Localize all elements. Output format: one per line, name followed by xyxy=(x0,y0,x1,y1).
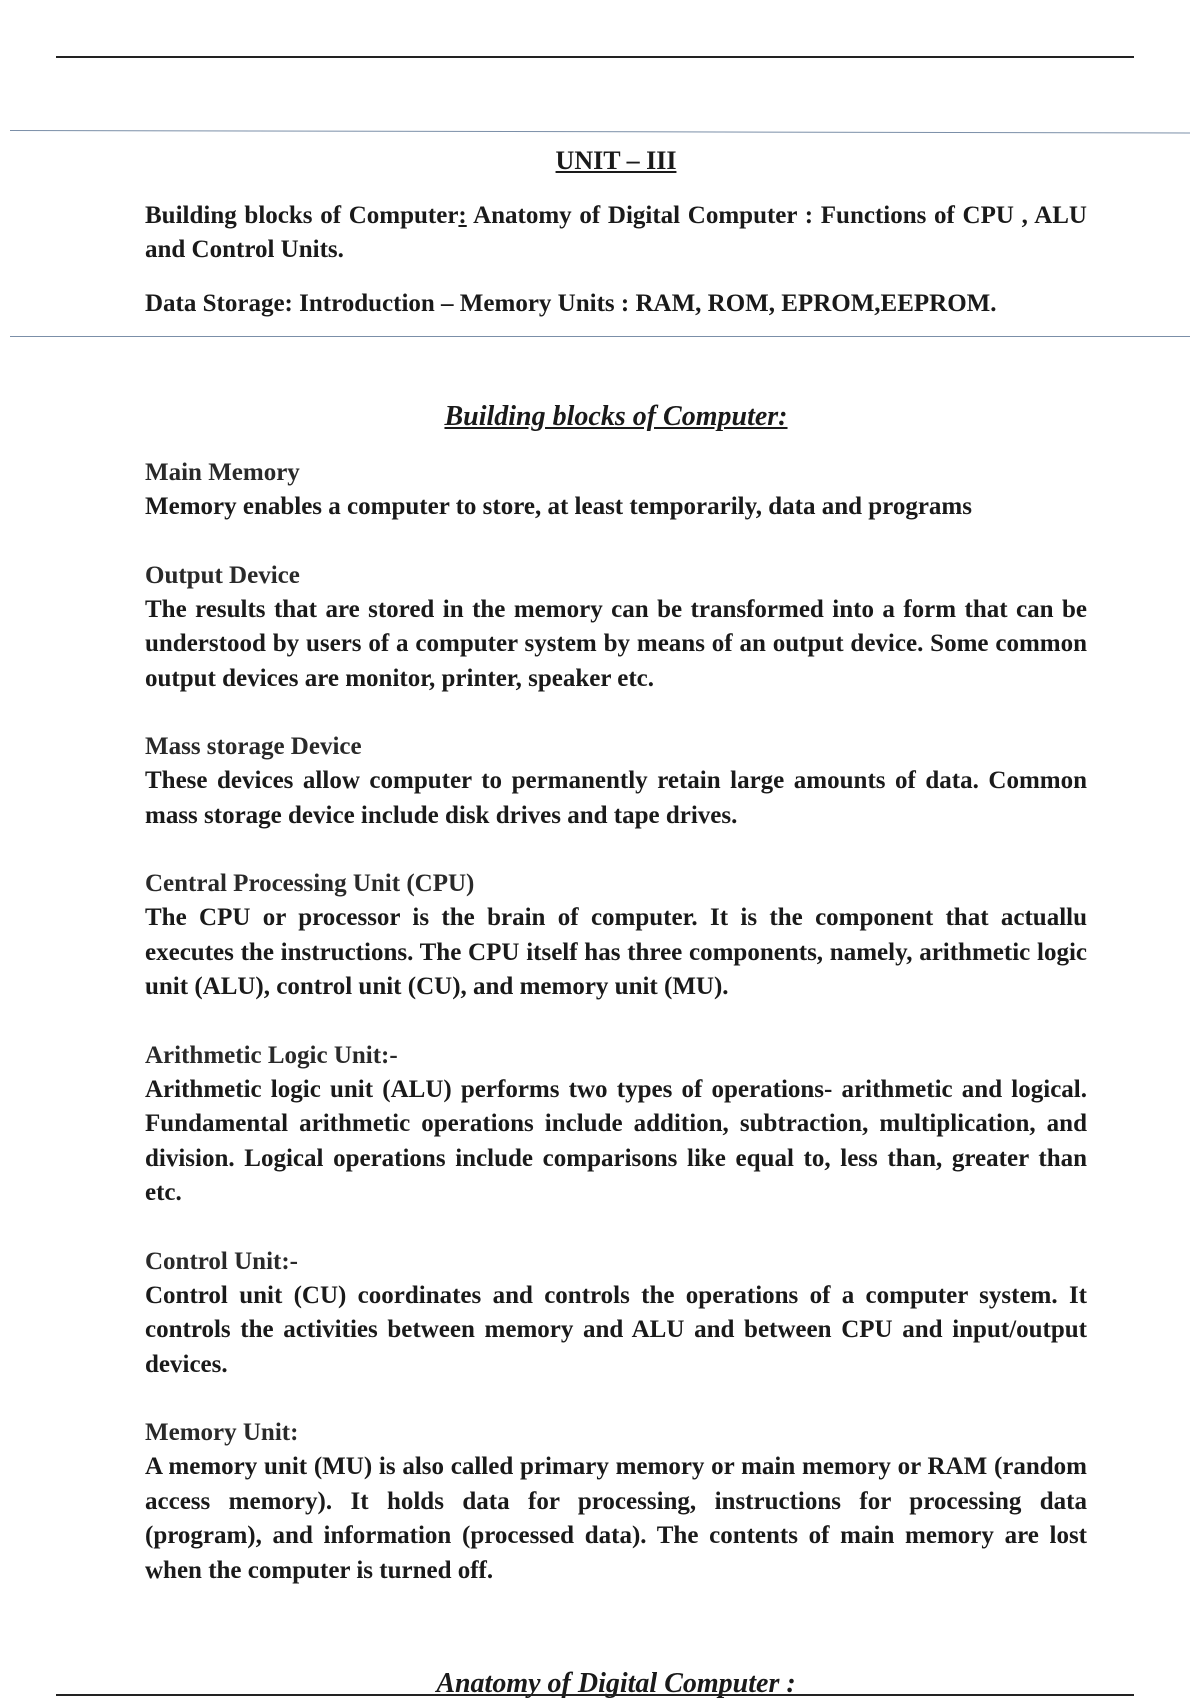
block-cpu xyxy=(145,867,1087,1005)
next-section-title: Anatomy of Digital Computer : xyxy=(436,1668,796,1699)
block-heading: Output Device xyxy=(145,561,300,589)
block-heading: Central Processing Unit (CPU) xyxy=(145,870,475,897)
block-text: These devices allow computer to permanently retain large amounts of data. Common mass storage device include disk drives and tape drives. xyxy=(145,767,1087,829)
block-text: A memory unit (MU) is also called primary memory or main memory or RAM (random access memory). It holds data for processing, instructions for processing data (program), and information (processed data). The contents of main memory are lost when the computer is turned off. xyxy=(145,1453,1087,1584)
block-mass-storage xyxy=(145,730,1087,833)
block-text: The CPU or processor is the brain of computer. It is the component that actuallu executes the instructions. The CPU itself has three components, namely, arithmetic logic unit (ALU), control unit (CU), and memory unit (MU). xyxy=(145,904,1087,1000)
header-divider-top xyxy=(10,130,1190,133)
syllabus-line-1 xyxy=(145,199,1087,267)
block-heading: Arithmetic Logic Unit:- xyxy=(145,1041,398,1069)
syllabus-topics-rest: Anatomy of Digital Computer : Functions of CPU , ALU and Control Units. xyxy=(145,202,1087,263)
block-control-unit xyxy=(145,1245,1087,1383)
block-heading: Mass storage Device xyxy=(145,733,362,760)
top-rule xyxy=(56,56,1134,58)
block-heading: Memory Unit: xyxy=(145,1419,299,1446)
section-title: Building blocks of Computer: xyxy=(444,401,788,432)
block-memory-unit xyxy=(145,1416,1087,1588)
block-text: Control unit (CU) coordinates and controls the operations of a computer system. It controls the activities between memory and ALU and between CPU and input/output devices. xyxy=(145,1281,1087,1378)
header-divider-bottom xyxy=(10,336,1190,337)
bottom-rule xyxy=(56,1694,1134,1696)
block-text: Arithmetic logic unit (ALU) performs two types of operations- arithmetic and logical. Fundamental arithmetic operations include addition, subtraction, multiplication, and division. Logical operations include comparisons like equal to, less than, greater than etc. xyxy=(145,1075,1087,1206)
block-alu xyxy=(145,1039,1087,1211)
block-text: The results that are stored in the memory can be transformed into a form that can be understood by users of a computer system by means of an output device. Some common output devices are monitor, printer, speaker etc. xyxy=(145,595,1087,692)
syllabus-topic: Building blocks of Computer xyxy=(145,202,459,229)
content-body xyxy=(145,456,1087,1622)
block-heading: Control Unit:- xyxy=(145,1247,299,1275)
syllabus-colon: : xyxy=(458,202,467,229)
block-output-device xyxy=(145,559,1087,697)
unit-title: UNIT – III xyxy=(555,146,677,175)
block-main-memory xyxy=(145,456,1087,525)
block-text: Memory enables a computer to store, at least temporarily, data and programs xyxy=(145,493,972,520)
block-heading: Main Memory xyxy=(145,459,300,486)
syllabus-line-2: Data Storage: Introduction – Memory Units : RAM, ROM, EPROM,EEPROM. xyxy=(145,290,997,317)
